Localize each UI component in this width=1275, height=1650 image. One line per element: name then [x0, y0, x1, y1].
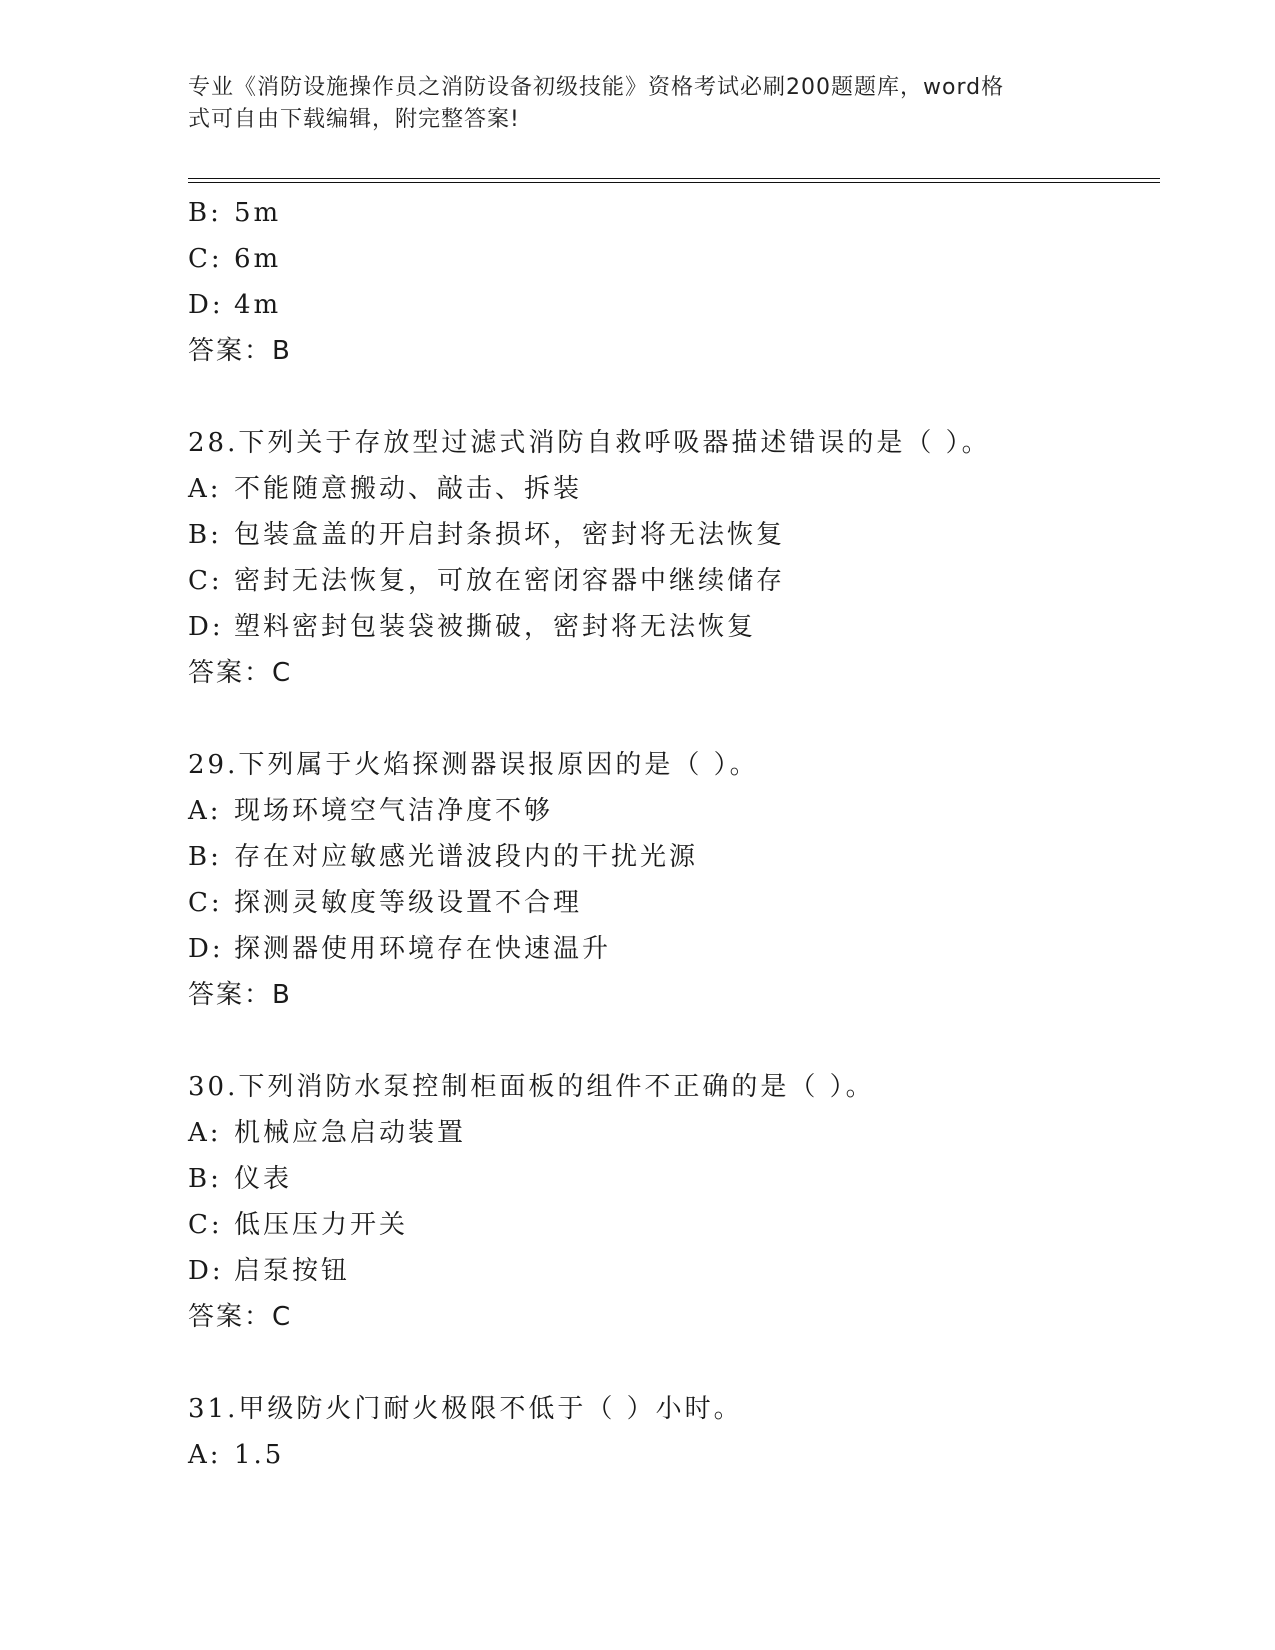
answer-line: 答案：B	[188, 336, 292, 366]
question-text: 30.下列消防水泵控制柜面板的组件不正确的是（ ）。	[188, 1072, 875, 1102]
header-line-2: 式可自由下载编辑，附完整答案!	[188, 107, 520, 132]
document-header	[188, 72, 1068, 136]
header-rule-top	[188, 178, 1160, 179]
option-d: D: 启泵按钮	[188, 1256, 351, 1286]
option-a: A: 不能随意搬动、敲击、拆装	[188, 474, 583, 504]
question-block-31	[188, 1386, 1148, 1478]
question-block-27	[188, 190, 1148, 374]
option-c: C: 6m	[188, 244, 282, 274]
option-b: B: 5m	[188, 198, 282, 228]
option-a: A: 现场环境空气洁净度不够	[188, 796, 554, 826]
question-block-28	[188, 420, 1148, 696]
option-d: D: 4m	[188, 290, 282, 320]
header-line-1: 专业《消防设施操作员之消防设备初级技能》资格考试必刷200题题库，word格	[188, 75, 1005, 100]
option-a: A: 1.5	[188, 1440, 285, 1470]
answer-line: 答案：C	[188, 1302, 293, 1332]
option-d: D: 塑料密封包装袋被撕破，密封将无法恢复	[188, 612, 757, 642]
answer-line: 答案：C	[188, 658, 293, 688]
question-text: 28.下列关于存放型过滤式消防自救呼吸器描述错误的是（ ）。	[188, 428, 991, 458]
question-block-29	[188, 742, 1148, 1018]
question-block-30	[188, 1064, 1148, 1340]
answer-line: 答案：B	[188, 980, 292, 1010]
question-list	[188, 190, 1148, 1478]
header-rule-bottom	[188, 182, 1160, 183]
option-d: D: 探测器使用环境存在快速温升	[188, 934, 612, 964]
option-c: C: 低压压力开关	[188, 1210, 409, 1240]
option-a: A: 机械应急启动装置	[188, 1118, 467, 1148]
option-b: B: 仪表	[188, 1164, 293, 1194]
option-b: B: 包装盒盖的开启封条损坏，密封将无法恢复	[188, 520, 786, 550]
option-b: B: 存在对应敏感光谱波段内的干扰光源	[188, 842, 699, 872]
option-c: C: 探测灵敏度等级设置不合理	[188, 888, 583, 918]
question-text: 29.下列属于火焰探测器误报原因的是（ ）。	[188, 750, 759, 780]
question-text: 31.甲级防火门耐火极限不低于（ ）小时。	[188, 1394, 743, 1424]
option-c: C: 密封无法恢复，可放在密闭容器中继续储存	[188, 566, 786, 596]
